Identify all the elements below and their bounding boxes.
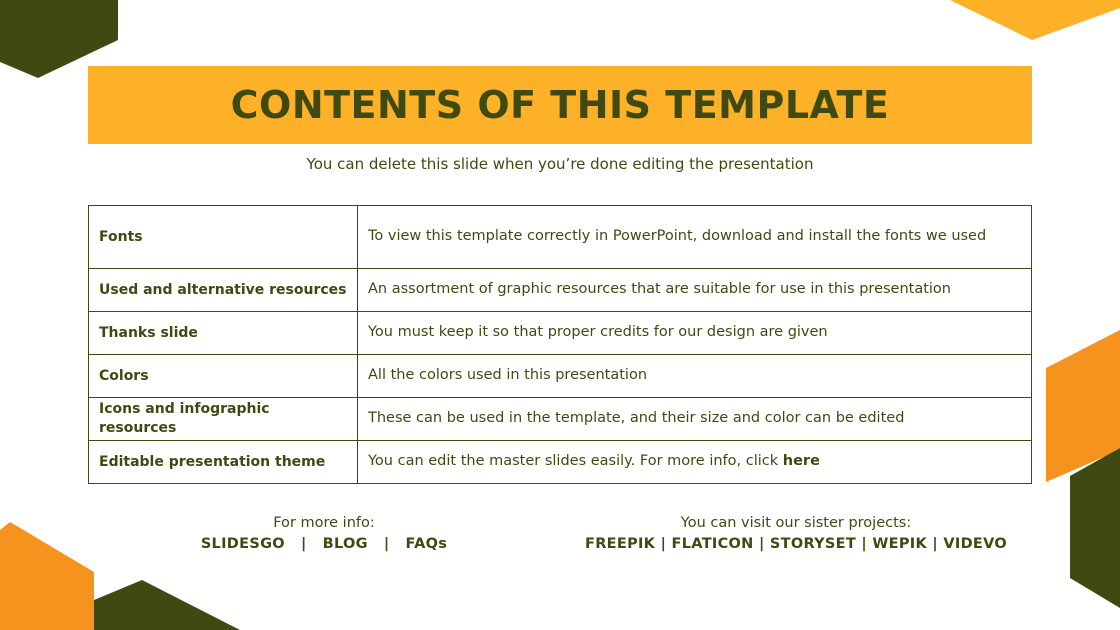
- table-row: [89, 398, 1032, 441]
- row-label: Used and alternative resources: [89, 269, 358, 312]
- videvo-link[interactable]: VIDEVO: [943, 536, 1008, 552]
- row-description: All the colors used in this presentation: [358, 355, 1032, 398]
- separator: |: [290, 536, 318, 552]
- subtitle: You can delete this slide when you’re done editing the presentation: [306, 155, 814, 173]
- hexagon-right-green-decoration: [1070, 448, 1120, 610]
- row-description: These can be used in the template, and their size and color can be edited: [358, 398, 1032, 441]
- table-row: [89, 206, 1032, 269]
- flaticon-link[interactable]: FLATICON: [671, 536, 754, 552]
- here-link[interactable]: here: [782, 453, 820, 470]
- footer-sister-projects-links: [556, 534, 1036, 555]
- separator: |: [660, 536, 672, 552]
- separator: |: [932, 536, 944, 552]
- row-label: Fonts: [89, 206, 358, 269]
- footer-sister-projects: [556, 513, 1036, 555]
- separator: |: [373, 536, 401, 552]
- blog-link[interactable]: BLOG: [322, 536, 368, 552]
- footer-more-info: [174, 513, 474, 555]
- hexagon-bottom-left-orange-decoration: [0, 522, 96, 630]
- page-title: CONTENTS OF THIS TEMPLATE: [230, 83, 890, 127]
- row-description: You must keep it so that proper credits for our design are given: [358, 312, 1032, 355]
- footer-sister-projects-heading: You can visit our sister projects:: [680, 515, 912, 531]
- wepik-link[interactable]: WEPIK: [872, 536, 928, 552]
- separator: |: [758, 536, 770, 552]
- contents-table: [88, 205, 1032, 484]
- freepik-link[interactable]: FREEPIK: [584, 536, 656, 552]
- table-row: [89, 269, 1032, 312]
- row-description: To view this template correctly in PowerPoint, download and install the fonts we used: [358, 206, 1032, 269]
- row-description: An assortment of graphic resources that are suitable for use in this presentation: [358, 269, 1032, 312]
- row-label: Editable presentation theme: [89, 441, 358, 484]
- table-row: [89, 441, 1032, 484]
- table-row: [89, 312, 1032, 355]
- hexagon-bottom-left-green-decoration: [94, 580, 240, 630]
- slidesgo-link[interactable]: SLIDESGO: [200, 536, 285, 552]
- hexagon-top-right-decoration: [950, 0, 1120, 42]
- separator: |: [861, 536, 873, 552]
- footer-more-info-links: [174, 534, 474, 555]
- row-label: Thanks slide: [89, 312, 358, 355]
- table-row: [89, 355, 1032, 398]
- storyset-link[interactable]: STORYSET: [769, 536, 857, 552]
- footer-more-info-heading: For more info:: [273, 515, 375, 531]
- row-label: Colors: [89, 355, 358, 398]
- row-label: Icons and infographic resources: [89, 398, 358, 441]
- row-description-text: You can edit the master slides easily. For more info, click: [368, 453, 783, 470]
- row-description: [358, 441, 1032, 484]
- title-banner: [88, 66, 1032, 144]
- faqs-link[interactable]: FAQs: [405, 536, 448, 552]
